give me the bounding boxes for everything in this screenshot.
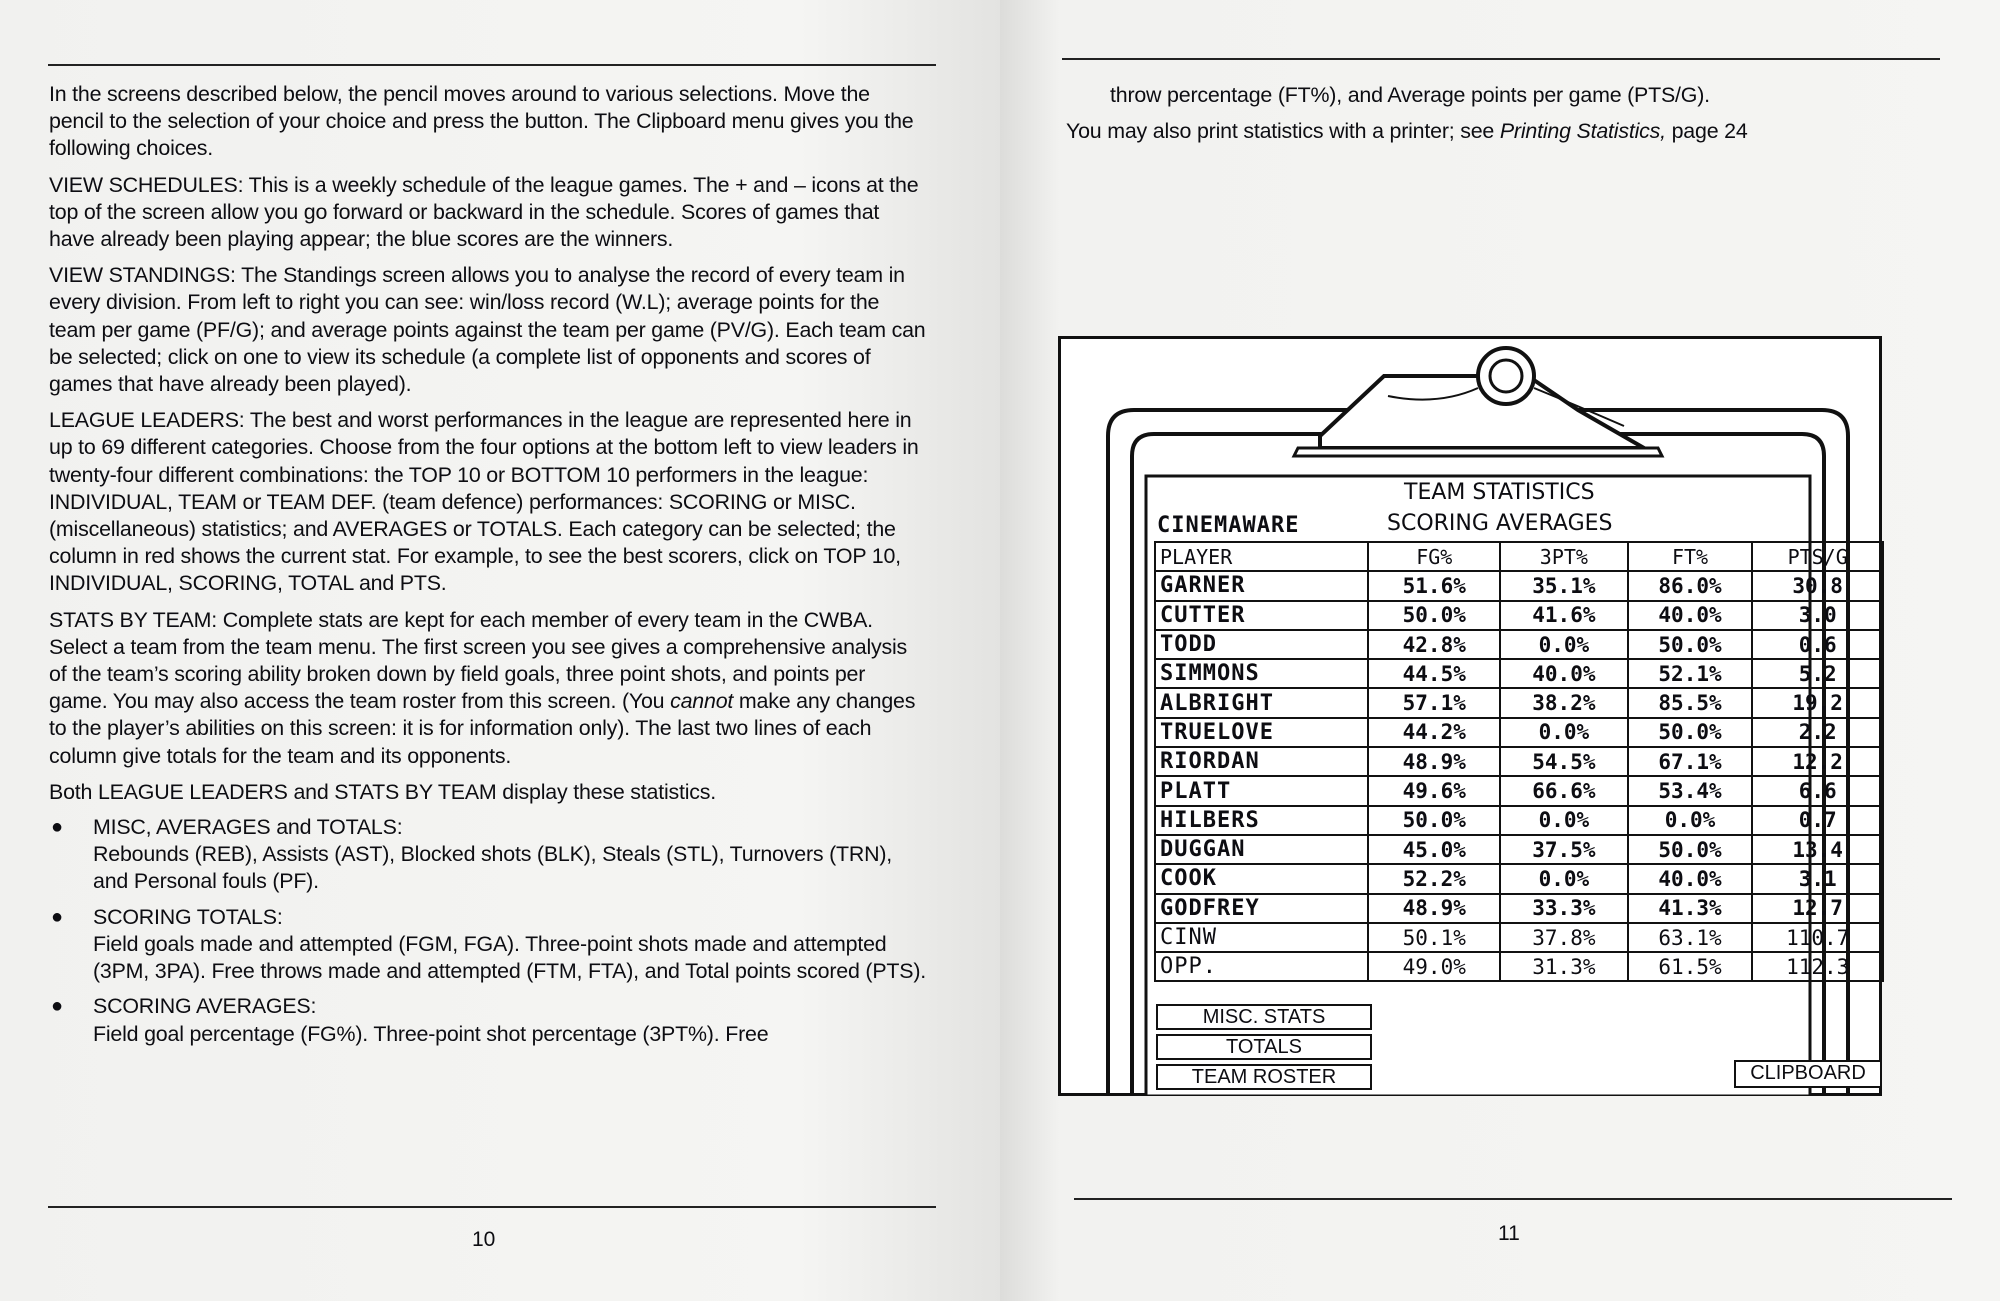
stat-cell: 38.2% xyxy=(1500,688,1628,717)
bullet-head: SCORING AVERAGES: xyxy=(93,994,317,1019)
bullet-icon: ● xyxy=(51,816,63,839)
stat-cell: 53.4% xyxy=(1628,776,1753,805)
stat-cell: 41.3% xyxy=(1628,894,1753,923)
bullet-desc: Field goal percentage (FG%). Three-point shot percentage (3PT%). Free xyxy=(93,1021,769,1046)
stats-by-team-paragraph: STATS BY TEAM: Complete stats are kept for each member of every team in the CWBA. Select a team from the team menu. The first screen you see gives a comprehensive analysis of the team’s scoring ability broken down by field goals, three point shots, and points per game. You may also access the team roster from this screen. (You cannot make any changes to the player’s abilities on this screen: it is for information only). The last two lines of each column give totals for the team and its opponents. xyxy=(49,607,916,768)
stat-cell: 0.7 xyxy=(1752,806,1883,835)
stat-cell: 61.5% xyxy=(1628,952,1753,981)
table-row xyxy=(1155,659,1883,688)
column-header: PTS/G xyxy=(1752,542,1883,571)
table-row xyxy=(1155,923,1883,952)
team-roster-button[interactable]: TEAM ROSTER xyxy=(1156,1064,1372,1090)
bullet-head: SCORING TOTALS: xyxy=(93,904,283,929)
column-header: FT% xyxy=(1628,542,1753,571)
stat-cell: 52.1% xyxy=(1628,659,1753,688)
player-name-cell[interactable]: HILBERS xyxy=(1155,806,1368,835)
player-name-cell[interactable]: GARNER xyxy=(1155,571,1368,600)
player-name-cell[interactable]: SIMMONS xyxy=(1155,659,1368,688)
both-paragraph: Both LEAGUE LEADERS and STATS BY TEAM display these statistics. xyxy=(49,779,717,804)
right-line-2: You may also print statistics with a printer; see Printing Statistics, page 24 xyxy=(1066,119,1748,143)
stat-cell: 48.9% xyxy=(1368,747,1500,776)
bullet-icon: ● xyxy=(51,995,63,1018)
player-name-cell[interactable]: TRUELOVE xyxy=(1155,718,1368,747)
stat-cell: 41.6% xyxy=(1500,601,1628,630)
stat-cell: 50.0% xyxy=(1368,601,1500,630)
table-row xyxy=(1155,894,1883,923)
stats-subtitle: SCORING AVERAGES xyxy=(1387,511,1613,536)
stat-cell: 35.1% xyxy=(1500,571,1628,600)
stats-table-body xyxy=(1155,542,1883,981)
player-name-cell[interactable]: RIORDAN xyxy=(1155,747,1368,776)
stat-cell: 50.0% xyxy=(1628,718,1753,747)
stat-cell: 50.0% xyxy=(1368,806,1500,835)
top-rule xyxy=(1062,58,1940,60)
stat-cell: 40.0% xyxy=(1500,659,1628,688)
player-name-cell[interactable]: DUGGAN xyxy=(1155,835,1368,864)
stat-cell: 49.6% xyxy=(1368,776,1500,805)
left-body xyxy=(49,81,929,1048)
stat-cell: 0.0% xyxy=(1500,718,1628,747)
column-header: PLAYER xyxy=(1155,542,1368,571)
player-name-cell[interactable]: CUTTER xyxy=(1155,601,1368,630)
view-standings-paragraph: VIEW STANDINGS: The Standings screen allows you to analyse the record of every team in every division. From left to right you can see: win/loss record (W.L); average points for the team per game (PF/G); and average points against the team per game (PV/G). Each team can be selected; click on one to view its schedule (a complete list of opponents and scores of games that have already been played). xyxy=(49,263,926,397)
player-name-cell[interactable]: ALBRIGHT xyxy=(1155,688,1368,717)
stat-cell: 112.3 xyxy=(1752,952,1883,981)
stat-cell: 0.0% xyxy=(1500,806,1628,835)
stat-cell: 3.1 xyxy=(1752,864,1883,893)
stat-cell: 63.1% xyxy=(1628,923,1753,952)
stat-cell: 13.4 xyxy=(1752,835,1883,864)
bullet-desc: Field goals made and attempted (FGM, FGA). Three-point shots made and attempted (3PM, 3PA). Free throws made and attempted (FTM, FTA), and Total points scored (PTS). xyxy=(93,931,926,984)
stat-cell: 19.2 xyxy=(1752,688,1883,717)
table-row xyxy=(1155,806,1883,835)
stat-cell: 50.0% xyxy=(1628,630,1753,659)
table-header-row xyxy=(1155,542,1883,571)
stat-cell: 57.1% xyxy=(1368,688,1500,717)
stat-cell: 85.5% xyxy=(1628,688,1753,717)
stat-cell: 0.0% xyxy=(1500,864,1628,893)
stat-cell: 12.7 xyxy=(1752,894,1883,923)
stat-cell: 37.5% xyxy=(1500,835,1628,864)
team-name: CINEMAWARE xyxy=(1157,513,1300,538)
stat-cell: 49.0% xyxy=(1368,952,1500,981)
stat-cell: 31.3% xyxy=(1500,952,1628,981)
page-number: 10 xyxy=(472,1228,496,1251)
stat-cell: 50.0% xyxy=(1628,835,1753,864)
bottom-rule xyxy=(48,1206,936,1208)
table-row xyxy=(1155,776,1883,805)
stat-cell: 52.2% xyxy=(1368,864,1500,893)
player-name-cell[interactable]: OPP. xyxy=(1155,952,1368,981)
player-name-cell[interactable]: COOK xyxy=(1155,864,1368,893)
player-name-cell[interactable]: PLATT xyxy=(1155,776,1368,805)
player-name-cell[interactable]: CINW xyxy=(1155,923,1368,952)
stat-cell: 2.2 xyxy=(1752,718,1883,747)
stat-cell: 67.1% xyxy=(1628,747,1753,776)
league-leaders-paragraph: LEAGUE LEADERS: The best and worst performances in the league are represented here in up to 69 different categories. Choose from the four options at the bottom left to view leaders in twenty-four different combinations: the TOP 10 or BOTTOM 10 performers in the league: INDIVIDUAL, TEAM or TEAM DEF. (team defence) performances: SCORING or MISC. (miscellaneous) statistics; and AVERAGES or TOTALS. Each category can be selected; the column in red shows the current stat. For example, to see the best scorers, click on TOP 10, INDIVIDUAL, SCORING, TOTAL and PTS. xyxy=(49,408,919,596)
stat-cell: 40.0% xyxy=(1628,601,1753,630)
table-row xyxy=(1155,718,1883,747)
stat-cell: 66.6% xyxy=(1500,776,1628,805)
bullet-desc: Rebounds (REB), Assists (AST), Blocked shots (BLK), Steals (STL), Turnovers (TRN), and Personal fouls (PF). xyxy=(93,842,893,894)
intro-paragraph: In the screens described below, the pencil moves around to various selections. Move the pencil to the selection of your choice and press the button. The Clipboard menu gives you the following choices. xyxy=(49,82,914,161)
stat-cell: 0.0% xyxy=(1500,630,1628,659)
stat-cell: 30.8 xyxy=(1752,571,1883,600)
totals-button[interactable]: TOTALS xyxy=(1156,1034,1372,1060)
clipboard-button[interactable]: CLIPBOARD xyxy=(1734,1060,1882,1088)
stat-cell: 44.5% xyxy=(1368,659,1500,688)
table-row xyxy=(1155,688,1883,717)
stat-cell: 3.0 xyxy=(1752,601,1883,630)
table-row xyxy=(1155,571,1883,600)
stat-cell: 42.8% xyxy=(1368,630,1500,659)
stat-cell: 6.6 xyxy=(1752,776,1883,805)
stat-cell: 37.8% xyxy=(1500,923,1628,952)
stats-table xyxy=(1154,541,1884,982)
bullet-item xyxy=(49,993,929,1047)
stat-cell: 33.3% xyxy=(1500,894,1628,923)
view-schedules-paragraph: VIEW SCHEDULES: This is a weekly schedule of the league games. The + and – icons at the top of the screen allow you go forward or backward in the schedule. Scores of games that have already been playing appear; the blue scores are the winners. xyxy=(49,172,919,252)
stat-cell: 50.1% xyxy=(1368,923,1500,952)
right-line-1: throw percentage (FT%), and Average points per game (PTS/G). xyxy=(1110,83,1710,107)
bullet-icon: ● xyxy=(51,905,63,928)
column-header: FG% xyxy=(1368,542,1500,571)
column-header: 3PT% xyxy=(1500,542,1628,571)
table-row xyxy=(1155,864,1883,893)
bullet-item xyxy=(49,904,929,986)
table-row xyxy=(1155,952,1883,981)
stat-cell: 51.6% xyxy=(1368,571,1500,600)
stat-cell: 44.2% xyxy=(1368,718,1500,747)
stat-cell: 12.2 xyxy=(1752,747,1883,776)
stat-cell: 48.9% xyxy=(1368,894,1500,923)
stat-cell: 40.0% xyxy=(1628,864,1753,893)
bullet-item xyxy=(49,814,929,896)
table-row xyxy=(1155,601,1883,630)
table-row xyxy=(1155,630,1883,659)
stat-cell: 86.0% xyxy=(1628,571,1753,600)
stat-cell: 45.0% xyxy=(1368,835,1500,864)
player-name-cell[interactable]: TODD xyxy=(1155,630,1368,659)
page-number: 11 xyxy=(1498,1222,1520,1245)
stat-cell: 110.7 xyxy=(1752,923,1883,952)
player-name-cell[interactable]: GODFREY xyxy=(1155,894,1368,923)
stat-cell: 0.6 xyxy=(1752,630,1883,659)
bottom-rule xyxy=(1074,1198,1952,1200)
table-row xyxy=(1155,835,1883,864)
bullet-head: MISC, AVERAGES and TOTALS: xyxy=(93,815,403,840)
stats-title: TEAM STATISTICS xyxy=(1404,480,1595,505)
table-row xyxy=(1155,747,1883,776)
misc-stats-button[interactable]: MISC. STATS xyxy=(1156,1004,1372,1030)
stat-cell: 5.2 xyxy=(1752,659,1883,688)
stat-cell: 54.5% xyxy=(1500,747,1628,776)
top-rule xyxy=(48,64,936,66)
stat-cell: 0.0% xyxy=(1628,806,1753,835)
